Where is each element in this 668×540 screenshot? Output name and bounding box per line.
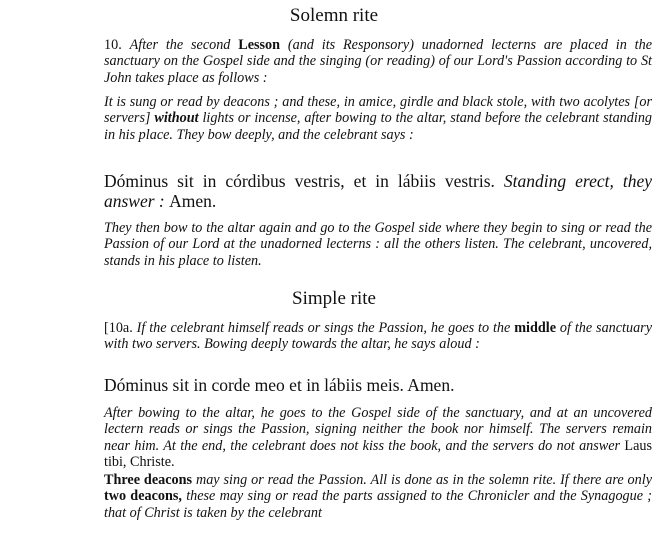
- solemn-rite-heading: Solemn rite: [289, 5, 379, 26]
- paragraph-text: If the celebrant himself reads or sings the Passion, he goes to the: [136, 320, 515, 336]
- paragraph-text: may sing or read the Passion. All is done as in the solemn rite. If there are only: [192, 472, 652, 488]
- simple-rite-heading: Simple rite: [292, 288, 376, 309]
- paragraph-text: After the second: [129, 37, 239, 53]
- amen-text: Amen.: [169, 190, 217, 211]
- dominus-vestris-text: [104, 172, 652, 211]
- three-deacons-phrase: Three deacons: [104, 472, 193, 488]
- paragraph-then: They then bow to the altar again and go to the Gospel side where they begin to sing or read the Passion of our Lord at the unadorned lecterns : all the others listen. The celebrant, uncovered, stands in his place to listen.: [104, 220, 652, 269]
- paragraph-text: of the sanctuary with two servers. Bowing deeply towards the altar, he says aloud :: [104, 320, 653, 353]
- paragraph-text: After bowing to the altar, he goes to the Gospel side of the sanctuary, and at an uncovered lectern reads or sings the Passion, signing neither the book nor himself. The servers remain near him. At the end, the celebrant does not kiss the book, and the servers do not answer: [104, 405, 652, 454]
- rubric-text: Standing erect, they answer :: [104, 171, 652, 211]
- paragraph-10: [104, 37, 652, 86]
- without-word: without: [154, 110, 199, 127]
- paragraph-number: [10a.: [104, 320, 137, 336]
- middle-word: middle: [514, 320, 556, 336]
- laus-text: Laus tibi, Christe.: [104, 437, 652, 471]
- paragraph-deacons: [104, 94, 652, 143]
- paragraph-text: It is sung or read by deacons ; and these, in amice, girdle and black stole, with two acolytes [or servers]: [104, 94, 652, 127]
- paragraph-text: (and its Responsory) unadorned lecterns are placed in the sanctuary on the Gospel side and the singing (or reading) of our Lord's Passion according to St John takes place as follows :: [104, 37, 652, 86]
- latin-text: Dóminus sit in córdibus vestris, et in lábiis vestris.: [104, 171, 495, 191]
- lesson-word: Lesson: [238, 37, 281, 53]
- paragraph-number: 10.: [104, 37, 130, 53]
- paragraph-three-deacons: [104, 472, 652, 521]
- dominus-meo-text: Dóminus sit in corde meo et in lábiis meis. Amen.: [104, 375, 455, 395]
- two-deacons-phrase: two deacons,: [104, 488, 182, 505]
- paragraph-after: [104, 405, 652, 471]
- paragraph-10a: [104, 320, 652, 353]
- paragraph-text: these may sing or read the parts assigned to the Chronicler and the Synagogue ; that of Christ is taken by the celebrant: [104, 488, 653, 521]
- paragraph-text: lights or incense, after bowing to the altar, stand before the celebrant standing in his place. They bow deeply, and the celebrant says :: [104, 110, 653, 143]
